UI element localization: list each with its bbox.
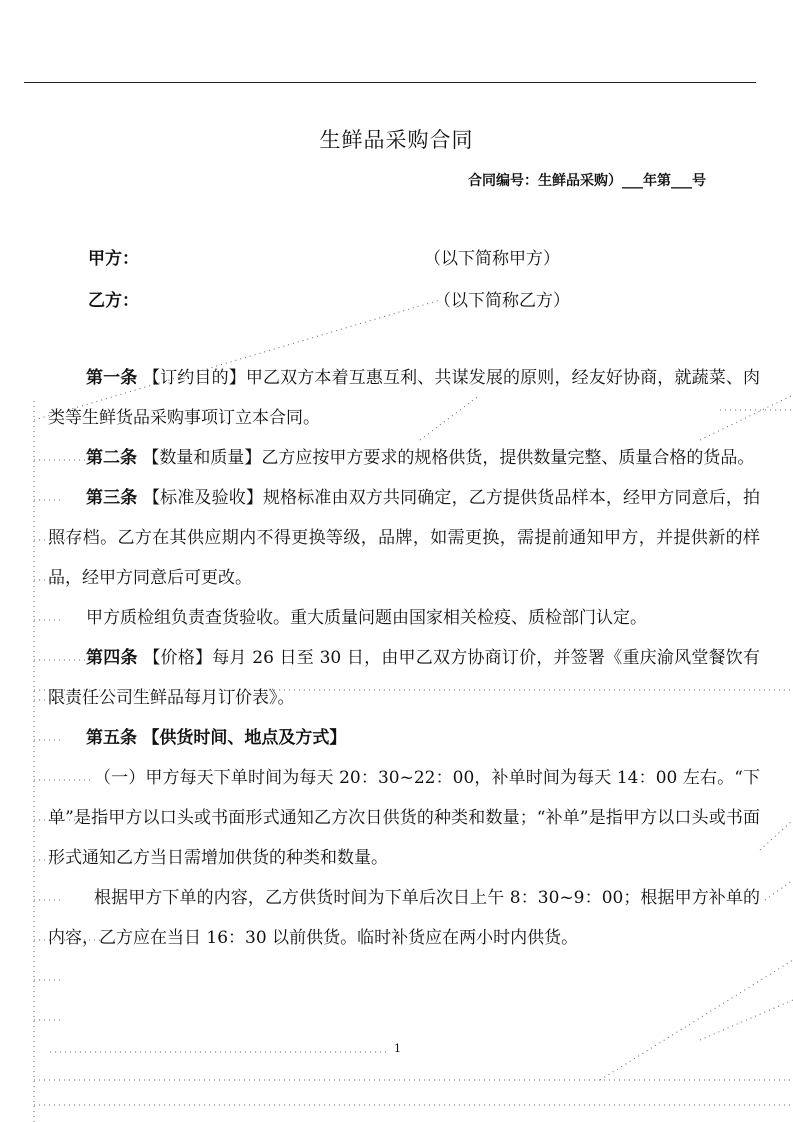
party-a-note: （以下简称甲方） [424,249,560,269]
article-text: 【价格】每月 26 日至 30 日，由甲乙双方协商订价，并签署《重庆渝风堂餐饮有限责任公司生鲜品每月订价表》。 [48,648,761,708]
article-paragraph [48,478,760,598]
party-b-label-text: 乙方： [88,291,139,311]
article-text: 【数量和质量】乙方应按甲方要求的规格供货，提供数量完整、质量合格的货品。 [142,448,755,468]
article-heading: 第五条 [86,728,137,748]
party-a-label [88,244,139,269]
article-paragraph [48,878,760,958]
article-heading: 第三条 [86,488,138,508]
article-text: 【订约目的】甲乙双方本着互惠互利、共谋发展的原则，经友好协商，就蔬菜、肉类等生鲜货品采购事项订立本合同。 [48,368,761,428]
page-number: 1 [394,1042,401,1055]
party-a-label-text: 甲方： [88,249,139,269]
document-title: 生鲜品采购合同 [319,128,474,152]
party-b-note: （以下简称乙方） [434,291,570,311]
article-heading: 第一条 [86,368,138,388]
article-text: （一）甲方每天下单时间为每天 20：30~22：00，补单时间为每天 14：00 左右。“下单”是指甲方以口头或书面形式通知乙方次日供货的种类和数量；“补单”是指甲方以口头或书面形式通知乙方当日需增加供货的种类和数量。 [48,768,760,868]
article-paragraph [48,598,760,638]
article-paragraph [48,718,760,758]
article-heading: 第四条 [86,648,138,668]
article-text: 【供货时间、地点及方式】 [142,728,347,748]
header-rule [24,82,756,83]
article-text: 甲方质检组负责查货验收。重大质量问题由国家相关检疫、质检部门认定。 [86,608,647,628]
party-b-label [88,286,139,311]
article-paragraph [48,638,760,718]
contract-number: 合同编号：生鲜品采购）___年第___号 [468,173,706,189]
article-text: 根据甲方下单的内容，乙方供货时间为下单后次日上午 8：30~9：00；根据甲方补单的内容，乙方应在当日 16：30 以前供货。临时补货应在两小时内供货。 [48,888,760,948]
article-paragraph [48,438,760,478]
article-text: 【标准及验收】规格标准由双方共同确定，乙方提供货品样本，经甲方同意后，拍照存档。乙方在其供应期内不得更换等级，品牌，如需更换，需提前通知甲方，并提供新的样品，经甲方同意后可更改。 [48,488,761,588]
contract-body [48,358,760,958]
article-heading: 第二条 [86,448,137,468]
article-paragraph [48,758,760,878]
article-paragraph [48,358,760,438]
